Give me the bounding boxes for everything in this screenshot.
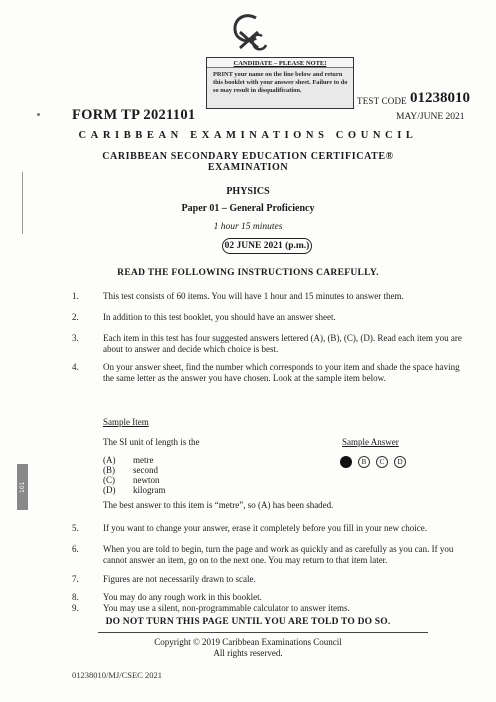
council-name: CARIBBEAN EXAMINATIONS COUNCIL [78, 130, 418, 141]
answer-bubble-d: D [394, 456, 406, 468]
instruction-text: If you want to change your answer, erase it completely before you fill in your new choice. [103, 523, 428, 533]
instruction-text: On your answer sheet, find the number which corresponds to your item and shade the space having the same letter as the answer you have chosen. Look at the sample item below. [103, 362, 460, 383]
option-text: second [133, 465, 158, 475]
sample-answer-label: Sample Answer [342, 437, 399, 447]
exam-date: 02 JUNE 2021 (p.m.) [222, 238, 312, 254]
instruction-number: 8. [72, 592, 79, 602]
instruction-text: You may do any rough work in this booklet. [103, 592, 262, 602]
margin-line [22, 172, 23, 234]
sample-option [103, 455, 154, 465]
exam-session: MAY/JUNE 2021 [396, 112, 465, 122]
form-code: FORM TP 2021101 [72, 107, 196, 123]
notice-body: PRINT your name on the line below and return this booklet with your answer sheet. Failure to do so may result in disqualification. [213, 71, 348, 94]
sample-result: The best answer to this item is “metre”, so (A) has been shaded. [103, 500, 334, 510]
sample-item-heading: Sample Item [103, 417, 149, 427]
subject-title: PHYSICS [226, 186, 270, 197]
certificate-name: CARIBBEAN SECONDARY EDUCATION CERTIFICATE® [102, 151, 394, 162]
instruction-number: 7. [72, 574, 79, 584]
instruction-text: Figures are not necessarily drawn to scale. [103, 574, 256, 584]
test-code-value: 01238010 [410, 90, 470, 106]
rights-reserved: All rights reserved. [213, 648, 283, 658]
option-letter: (B) [103, 465, 115, 475]
sample-question: The SI unit of length is the [103, 437, 200, 447]
option-letter: (A) [103, 455, 116, 465]
instruction-number: 5. [72, 523, 79, 533]
option-text: metre [133, 455, 154, 465]
answer-bubble-a [340, 456, 352, 468]
instruction-number: 9. [72, 603, 79, 613]
instruction-text: When you are told to begin, turn the page and work as quickly and as carefully as you can. If you cannot answer an item, go on to the next one. You may return to that item later. [103, 544, 454, 565]
sample-option [103, 475, 160, 485]
copyright: Copyright © 2019 Caribbean Examinations Council [154, 637, 342, 647]
instruction-text: In addition to this test booklet, you should have an answer sheet. [103, 312, 336, 322]
candidate-notice-box [206, 57, 354, 109]
instruction-text: This test consists of 60 items. You will have 1 hour and 15 minutes to answer them. [103, 291, 404, 301]
instruction-number: 6. [72, 544, 79, 554]
notice-title: CANDIDATE – PLEASE NOTE! [207, 58, 353, 68]
instructions-heading: READ THE FOLLOWING INSTRUCTIONS CAREFULLY. [117, 268, 379, 278]
instruction-text: You may use a silent, non-programmable calculator to answer items. [103, 603, 350, 613]
instruction-text: Each item in this test has four suggested answers lettered (A), (B), (C), (D). Read each item you are about to answer and decide which choice is best. [103, 333, 462, 354]
answer-bubble-c: C [376, 456, 388, 468]
cxc-logo-icon [226, 10, 270, 54]
stop-notice: DO NOT TURN THIS PAGE UNTIL YOU ARE TOLD TO DO SO. [105, 617, 391, 627]
sample-answer-bubbles [340, 456, 406, 468]
option-letter: (C) [103, 475, 115, 485]
sample-option [103, 485, 166, 495]
instruction-number: 2. [72, 312, 79, 322]
instruction-number: 1. [72, 291, 79, 301]
paper-title: Paper 01 – General Proficiency [181, 203, 315, 214]
divider [98, 632, 428, 633]
sample-option [103, 465, 158, 475]
footer-code: 01238010/MJ/CSEC 2021 [72, 670, 162, 680]
margin-dot [37, 113, 40, 116]
option-text: newton [133, 475, 160, 485]
instruction-number: 4. [72, 362, 79, 372]
test-code-label: TEST CODE [357, 96, 407, 106]
examination-label: EXAMINATION [207, 162, 289, 173]
answer-bubble-b: B [358, 456, 370, 468]
option-letter: (D) [103, 485, 116, 495]
exam-duration: 1 hour 15 minutes [213, 222, 283, 232]
side-tab: 101 [17, 464, 28, 510]
option-text: kilogram [133, 485, 166, 495]
instruction-number: 3. [72, 333, 79, 343]
